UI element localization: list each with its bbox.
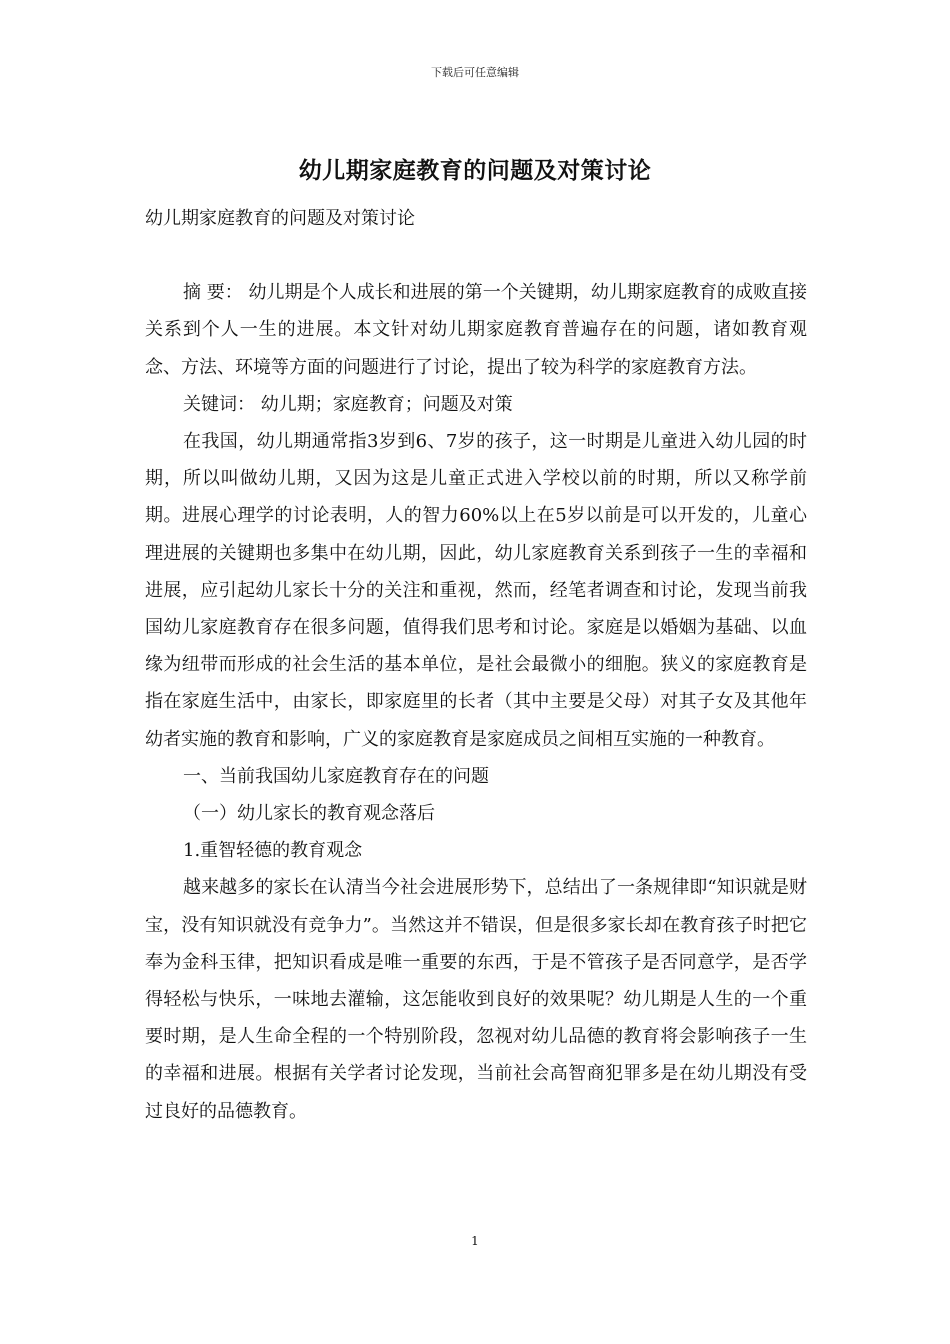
- point-heading: 1.重智轻德的教育观念: [183, 840, 363, 862]
- section-heading: 一、当前我国幼儿家庭教育存在的问题: [183, 765, 489, 787]
- abstract-paragraph: 摘 要： 幼儿期是个人成长和进展的第一个关键期，幼儿期家庭教育的成败直接关系到个人一生的进展。本文针对幼儿期家庭教育普遍存在的问题，诸如教育观念、方法、环境等方面的问题进行了讨论，提出了较为科学的家庭教育方法。: [145, 282, 807, 378]
- keywords-line: 关键词： 幼儿期；家庭教育；问题及对策: [183, 393, 513, 415]
- document-title: 幼儿期家庭教育的问题及对策讨论: [298, 157, 652, 184]
- document-body: [145, 200, 807, 1130]
- header-note: 下载后可任意编辑: [431, 66, 519, 79]
- document-subtitle: 幼儿期家庭教育的问题及对策讨论: [145, 208, 415, 229]
- intro-paragraph: 在我国，幼儿期通常指3岁到6、7岁的孩子，这一时期是儿童进入幼儿园的时期，所以叫做幼儿期，又因为这是儿童正式进入学校以前的时期，所以又称学前期。进展心理学的讨论表明，人的智力60%以上在5岁以前是可以开发的，儿童心理进展的关键期也多集中在幼儿期，因此，幼儿家庭教育关系到孩子一生的幸福和进展，应引起幼儿家长十分的关注和重视，然而，经笔者调查和讨论，发现当前我国幼儿家庭教育存在很多问题，值得我们思考和讨论。家庭是以婚姻为基础、以血缘为纽带而形成的社会生活的基本单位，是社会最微小的细胞。狭义的家庭教育是指在家庭生活中，由家长，即家庭里的长者（其中主要是父母）对其子女及其他年幼者实施的教育和影响，广义的家庭教育是家庭成员之间相互实施的一种教育。: [145, 431, 807, 750]
- subsection-heading: （一）幼儿家长的教育观念落后: [183, 803, 435, 825]
- body-paragraph: 越来越多的家长在认清当今社会进展形势下，总结出了一条规律即“知识就是财宝，没有知识就没有竞争力”。当然这并不错误，但是很多家长却在教育孩子时把它奉为金科玉律，把知识看成是唯一重要的东西，于是不管孩子是否同意学，是否学得轻松与快乐，一味地去灌输，这怎能收到良好的效果呢？幼儿期是人生的一个重要时期，是人生命全程的一个特别阶段，忽视对幼儿品德的教育将会影响孩子一生的幸福和进展。根据有关学者讨论发现，当前社会高智商犯罪多是在幼儿期没有受过良好的品德教育。: [145, 877, 807, 1122]
- page-number: 1: [471, 1234, 479, 1248]
- spacer: [145, 237, 807, 274]
